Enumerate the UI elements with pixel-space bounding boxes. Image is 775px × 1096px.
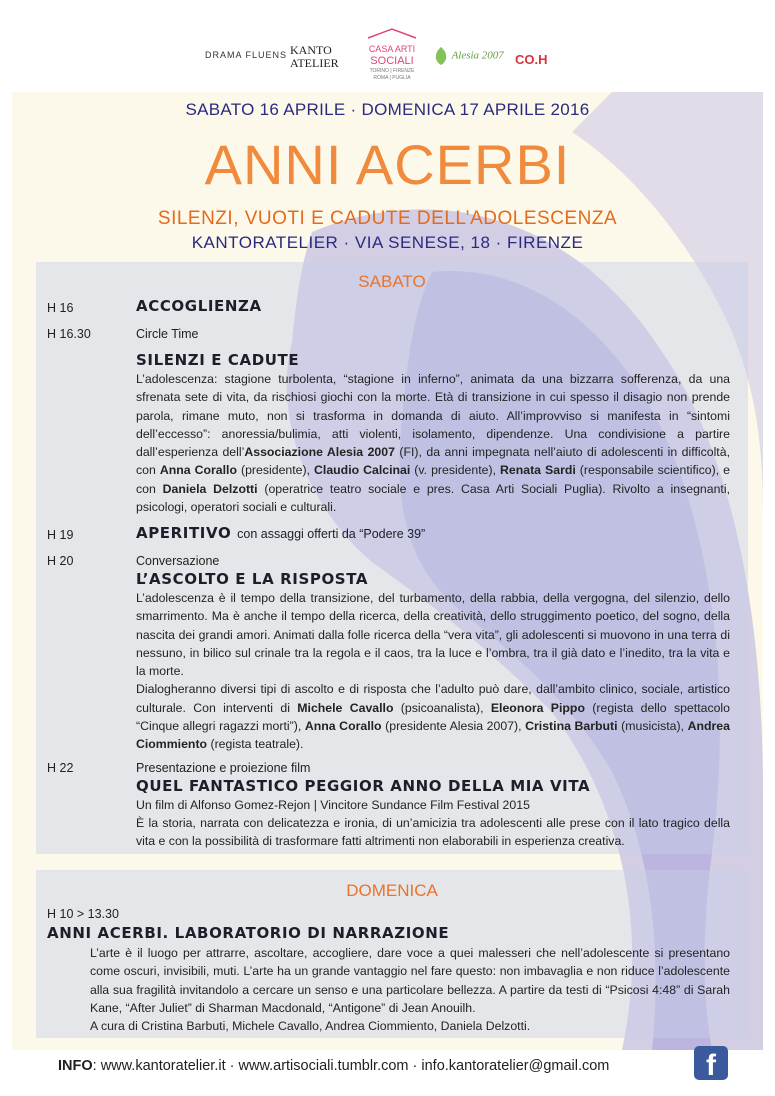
info-footer <box>58 1058 609 1074</box>
event-venue: KANTORATELIER · VIA SENESE, 18 · FIRENZE <box>191 233 584 252</box>
film-label: Presentazione e proiezione film <box>136 761 311 775</box>
accoglienza-time: H 16 <box>47 301 74 315</box>
conversazione-label: Conversazione <box>136 554 220 568</box>
poster <box>12 92 763 1050</box>
coh-logo: CO.H <box>515 52 548 67</box>
info-label: INFO <box>58 1058 93 1074</box>
partner-logos <box>0 0 775 92</box>
drama-fluens-logo: DRAMA FLUENS <box>205 50 288 60</box>
circle-time-time: H 16.30 <box>47 327 91 341</box>
leaf-icon <box>433 46 449 66</box>
info-text[interactable]: : www.kantoratelier.it · www.artisociali.tumblr.com · info.kantoratelier@gmail.com <box>92 1058 610 1074</box>
casa-arti-sociali-logo: CASA ARTI SOCIALI TORINO | FIRENZE ROMA | PUGLIA <box>364 26 420 82</box>
silenzi-description: L’adolescenza: stagione turbolenta, “stagione in inferno”, animata da una bizzarra sofferenza, da una sfrenata sete di vita, da rischiosi giochi con la morte. Età di transizione in cui spesso il disagio non prende parola, rimane muto, non si trasforma in domanda di aiuto. All’improvviso si manifesta in “sintomi dell’eccesso”: anoressia/bulimia, atti violenti, isolamento, dipendenze. Una condivisione a partire dall’esperienza dell’Associazione Alesia 2007 (FI), da anni impegnata nell’aiuto di adolescenti in difficoltà, con Anna Corallo (presidente), Claudio Calcinai (v. presidente), Renata Sardi (responsabile scientifico), e con Daniela Delzotti (operatrice teatro sociale e pres. Casa Arti Sociali Puglia). Rivolto a insegnanti, psicologi, operatori sociali e culturali. <box>136 372 730 515</box>
roof-icon <box>364 27 420 39</box>
alesia-logo: Alesia 2007 <box>433 46 504 66</box>
aperitivo-title: APERITIVO con assaggi offerti da “Podere 39” <box>136 524 426 542</box>
event-subtitle: SILENZI, VUOTI E CADUTE DELL’ADOLESCENZA <box>157 208 618 229</box>
event-title: ANNI ACERBI <box>204 133 571 196</box>
conversazione-time: H 20 <box>47 554 74 568</box>
facebook-icon[interactable]: f <box>694 1046 728 1080</box>
film-title: QUEL FANTASTICO PEGGIOR ANNO DELLA MIA VITA <box>136 777 591 795</box>
film-description: È la storia, narrata con delicatezza e ironia, di un’amicizia tra adolescenti alle prese con il lato tragico della vita e con la possibilità di trasformare fatti altrimenti non elaborabili in esperienza creativa. <box>136 816 730 849</box>
film-time: H 22 <box>47 761 74 775</box>
domenica-heading: DOMENICA <box>346 881 438 900</box>
ascolto-description: L’adolescenza è il tempo della transizione, del turbamento, della rabbia, della vergogna, del silenzio, dello smarrimento. Ma è anche il tempo della ricerca, della creatività, dello struggimento poetico, del sogno, della nascita dei grandi amori. Animati dalla folle ricerca della “vera vita”, gli adolescenti si muovono in una terra di nessuno, in bilico sul crinale tra la regola e il caos, tra la luce e l’ombra, tra il già dato e l’inedito, tra la vita e la morte. Dialogheranno diversi tipi di ascolto e di risposta che l’adulto può dare, dall’ambito clinico, sociale, artistico culturale. Con interventi di Michele Cavallo (psicoanalista), Eleonora Pippo (regista dello spettacolo “Cinque allegri ragazzi morti”), Anna Corallo (presidente Alesia 2007), Cristina Barbuti (musicista), Andrea Ciommiento (regista teatrale). <box>136 591 731 752</box>
laboratorio-curators: A cura di Cristina Barbuti, Michele Cavallo, Andrea Ciommiento, Daniela Delzotti. <box>90 1019 531 1033</box>
laboratorio-title: ANNI ACERBI. LABORATORIO DI NARRAZIONE <box>47 924 450 942</box>
accoglienza-title: ACCOGLIENZA <box>136 297 262 315</box>
film-credit: Un film di Alfonso Gomez-Rejon | Vincitore Sundance Film Festival 2015 <box>136 798 530 812</box>
event-dates: SABATO 16 APRILE · DOMENICA 17 APRILE 2016 <box>185 100 590 119</box>
aperitivo-note: con assaggi offerti da “Podere 39” <box>237 527 426 541</box>
aperitivo-time: H 19 <box>47 528 74 542</box>
circle-time-label: Circle Time <box>136 327 199 341</box>
silenzi-title: SILENZI E CADUTE <box>136 351 300 369</box>
laboratorio-description: L’arte è il luogo per attrarre, ascoltare, accogliere, dare voce a quei malesseri che nell’adolescente si presentano come oscuri, invisibili, muti. L’arte ha un grande vantaggio nel fare questo: non imbavaglia e non riduce l’adolescente alla sua fragilità invitandolo a cercare un senso e una particolare bellezza. A partire da testi di “Psicosi 4:48” di Sarah Kane, “After Juliet” di Sharman Macdonald, “Antigone” di Jean Anouilh. <box>90 946 730 1015</box>
kantoratelier-logo: KANTO ATELIER <box>290 43 339 70</box>
ascolto-title: L’ASCOLTO E LA RISPOSTA <box>136 570 369 588</box>
domenica-time: H 10 > 13.30 <box>47 907 119 921</box>
sabato-heading: SABATO <box>358 272 426 291</box>
